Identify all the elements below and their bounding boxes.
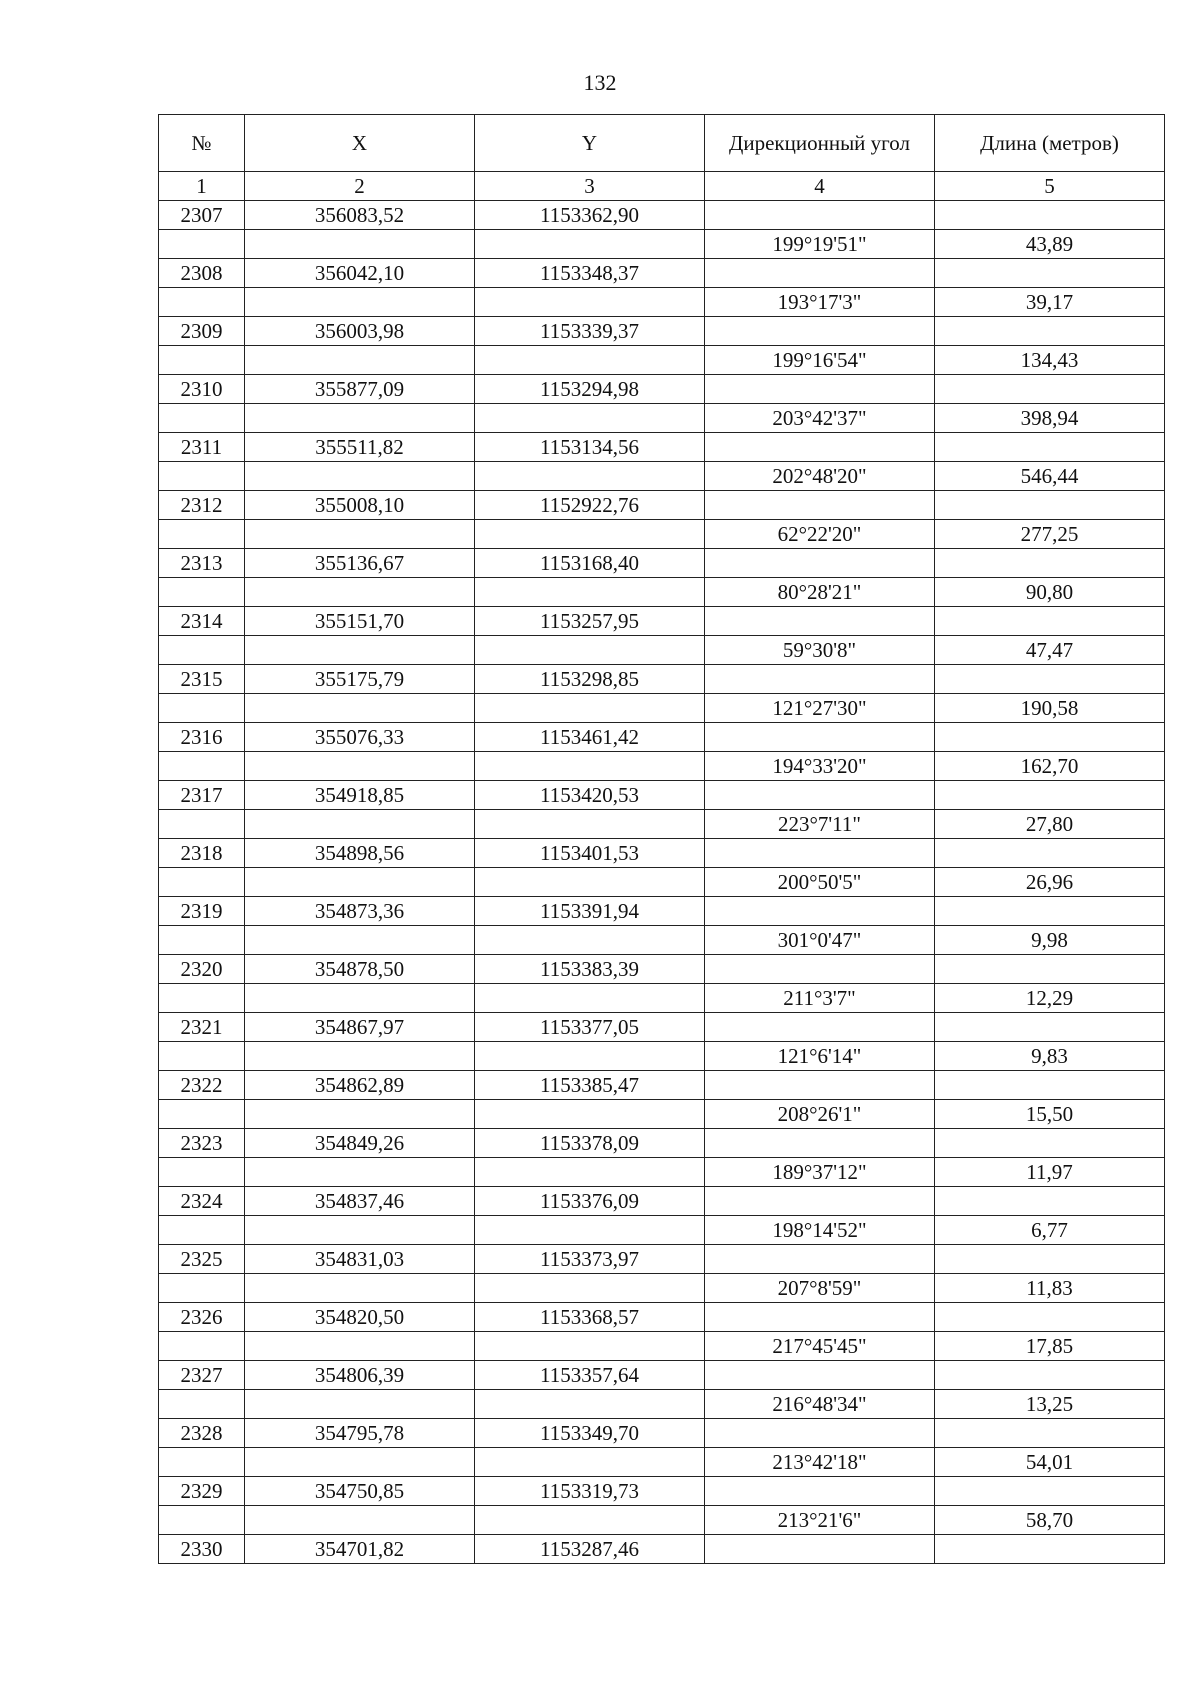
point-number-cell xyxy=(159,1390,245,1419)
x-coordinate-cell xyxy=(245,1448,475,1477)
bearing-cell: 301°0'47" xyxy=(705,926,935,955)
bearing-cell: 194°33'20" xyxy=(705,752,935,781)
table-body xyxy=(159,201,1165,1564)
column-number: 5 xyxy=(935,172,1165,201)
coordinates-table xyxy=(158,114,1165,1564)
y-coordinate-cell xyxy=(475,288,705,317)
y-coordinate-cell: 1153357,64 xyxy=(475,1361,705,1390)
bearing-cell xyxy=(705,1071,935,1100)
length-cell xyxy=(935,1245,1165,1274)
bearing-cell xyxy=(705,1361,935,1390)
x-coordinate-cell xyxy=(245,1158,475,1187)
length-cell xyxy=(935,259,1165,288)
point-number-cell: 2326 xyxy=(159,1303,245,1332)
bearing-cell: 211°3'7" xyxy=(705,984,935,1013)
table-row xyxy=(159,433,1165,462)
y-coordinate-cell: 1153319,73 xyxy=(475,1477,705,1506)
y-coordinate-cell: 1153362,90 xyxy=(475,201,705,230)
length-cell: 39,17 xyxy=(935,288,1165,317)
table-row xyxy=(159,984,1165,1013)
table-row xyxy=(159,1129,1165,1158)
x-coordinate-cell xyxy=(245,868,475,897)
y-coordinate-cell: 1152922,76 xyxy=(475,491,705,520)
y-coordinate-cell xyxy=(475,752,705,781)
point-number-cell xyxy=(159,520,245,549)
y-coordinate-cell xyxy=(475,1100,705,1129)
point-number-cell xyxy=(159,1100,245,1129)
y-coordinate-cell xyxy=(475,868,705,897)
x-coordinate-cell xyxy=(245,346,475,375)
x-coordinate-cell: 355175,79 xyxy=(245,665,475,694)
point-number-cell: 2323 xyxy=(159,1129,245,1158)
point-number-cell: 2320 xyxy=(159,955,245,984)
point-number-cell: 2319 xyxy=(159,897,245,926)
x-coordinate-cell xyxy=(245,1216,475,1245)
length-cell xyxy=(935,839,1165,868)
point-number-cell xyxy=(159,230,245,259)
x-coordinate-cell: 355008,10 xyxy=(245,491,475,520)
bearing-cell: 121°27'30" xyxy=(705,694,935,723)
length-cell xyxy=(935,1361,1165,1390)
y-coordinate-cell: 1153378,09 xyxy=(475,1129,705,1158)
y-coordinate-cell: 1153391,94 xyxy=(475,897,705,926)
x-coordinate-cell xyxy=(245,520,475,549)
x-coordinate-cell xyxy=(245,694,475,723)
table-row xyxy=(159,259,1165,288)
y-coordinate-cell xyxy=(475,810,705,839)
x-coordinate-cell xyxy=(245,1274,475,1303)
x-coordinate-cell xyxy=(245,636,475,665)
table-row xyxy=(159,926,1165,955)
table-row xyxy=(159,288,1165,317)
y-coordinate-cell: 1153257,95 xyxy=(475,607,705,636)
bearing-cell xyxy=(705,665,935,694)
y-coordinate-cell xyxy=(475,1448,705,1477)
y-coordinate-cell xyxy=(475,1332,705,1361)
x-coordinate-cell: 354849,26 xyxy=(245,1129,475,1158)
column-number: 3 xyxy=(475,172,705,201)
table-row xyxy=(159,723,1165,752)
x-coordinate-cell xyxy=(245,1100,475,1129)
y-coordinate-cell: 1153461,42 xyxy=(475,723,705,752)
header-x: X xyxy=(245,115,475,172)
bearing-cell xyxy=(705,375,935,404)
bearing-cell: 200°50'5" xyxy=(705,868,935,897)
y-coordinate-cell: 1153420,53 xyxy=(475,781,705,810)
bearing-cell: 59°30'8" xyxy=(705,636,935,665)
y-coordinate-cell xyxy=(475,1158,705,1187)
point-number-cell: 2321 xyxy=(159,1013,245,1042)
length-cell: 47,47 xyxy=(935,636,1165,665)
y-coordinate-cell: 1153339,37 xyxy=(475,317,705,346)
bearing-cell: 207°8'59" xyxy=(705,1274,935,1303)
point-number-cell: 2322 xyxy=(159,1071,245,1100)
y-coordinate-cell xyxy=(475,1042,705,1071)
length-cell xyxy=(935,1303,1165,1332)
bearing-cell: 199°19'51" xyxy=(705,230,935,259)
bearing-cell: 199°16'54" xyxy=(705,346,935,375)
table-row xyxy=(159,462,1165,491)
point-number-cell xyxy=(159,404,245,433)
point-number-cell: 2308 xyxy=(159,259,245,288)
length-cell xyxy=(935,955,1165,984)
table-row xyxy=(159,346,1165,375)
bearing-cell: 80°28'21" xyxy=(705,578,935,607)
point-number-cell: 2315 xyxy=(159,665,245,694)
table-row xyxy=(159,868,1165,897)
bearing-cell xyxy=(705,317,935,346)
point-number-cell: 2313 xyxy=(159,549,245,578)
x-coordinate-cell xyxy=(245,462,475,491)
x-coordinate-cell: 355511,82 xyxy=(245,433,475,462)
point-number-cell: 2329 xyxy=(159,1477,245,1506)
header-number: № xyxy=(159,115,245,172)
length-cell: 11,83 xyxy=(935,1274,1165,1303)
length-cell: 15,50 xyxy=(935,1100,1165,1129)
bearing-cell: 198°14'52" xyxy=(705,1216,935,1245)
x-coordinate-cell: 356003,98 xyxy=(245,317,475,346)
x-coordinate-cell: 354701,82 xyxy=(245,1535,475,1564)
length-cell xyxy=(935,1187,1165,1216)
bearing-cell: 203°42'37" xyxy=(705,404,935,433)
length-cell: 277,25 xyxy=(935,520,1165,549)
y-coordinate-cell: 1153134,56 xyxy=(475,433,705,462)
y-coordinate-cell xyxy=(475,1274,705,1303)
table-row xyxy=(159,810,1165,839)
point-number-cell xyxy=(159,578,245,607)
bearing-cell xyxy=(705,1535,935,1564)
bearing-cell xyxy=(705,1013,935,1042)
table-row xyxy=(159,1535,1165,1564)
point-number-cell: 2327 xyxy=(159,1361,245,1390)
length-cell: 11,97 xyxy=(935,1158,1165,1187)
bearing-cell xyxy=(705,1129,935,1158)
point-number-cell: 2325 xyxy=(159,1245,245,1274)
bearing-cell: 193°17'3" xyxy=(705,288,935,317)
y-coordinate-cell xyxy=(475,346,705,375)
length-cell xyxy=(935,491,1165,520)
table-row xyxy=(159,665,1165,694)
bearing-cell: 213°21'6" xyxy=(705,1506,935,1535)
length-cell: 43,89 xyxy=(935,230,1165,259)
length-cell: 9,98 xyxy=(935,926,1165,955)
x-coordinate-cell xyxy=(245,810,475,839)
point-number-cell xyxy=(159,462,245,491)
bearing-cell xyxy=(705,1419,935,1448)
x-coordinate-cell: 354862,89 xyxy=(245,1071,475,1100)
point-number-cell: 2307 xyxy=(159,201,245,230)
bearing-cell xyxy=(705,259,935,288)
header-length: Длина (метров) xyxy=(935,115,1165,172)
table-row xyxy=(159,955,1165,984)
table-row xyxy=(159,781,1165,810)
x-coordinate-cell: 354898,56 xyxy=(245,839,475,868)
length-cell xyxy=(935,1129,1165,1158)
bearing-cell xyxy=(705,201,935,230)
table-row xyxy=(159,375,1165,404)
y-coordinate-cell: 1153385,47 xyxy=(475,1071,705,1100)
length-cell xyxy=(935,607,1165,636)
point-number-cell xyxy=(159,1216,245,1245)
bearing-cell: 189°37'12" xyxy=(705,1158,935,1187)
length-cell xyxy=(935,1071,1165,1100)
point-number-cell: 2330 xyxy=(159,1535,245,1564)
table-row xyxy=(159,491,1165,520)
length-cell: 6,77 xyxy=(935,1216,1165,1245)
bearing-cell: 202°48'20" xyxy=(705,462,935,491)
x-coordinate-cell: 354750,85 xyxy=(245,1477,475,1506)
bearing-cell: 121°6'14" xyxy=(705,1042,935,1071)
length-cell xyxy=(935,1477,1165,1506)
length-cell xyxy=(935,665,1165,694)
table-row xyxy=(159,1506,1165,1535)
point-number-cell xyxy=(159,1448,245,1477)
bearing-cell xyxy=(705,1477,935,1506)
point-number-cell: 2310 xyxy=(159,375,245,404)
column-number: 4 xyxy=(705,172,935,201)
x-coordinate-cell: 355136,67 xyxy=(245,549,475,578)
length-cell: 54,01 xyxy=(935,1448,1165,1477)
bearing-cell: 62°22'20" xyxy=(705,520,935,549)
column-number: 1 xyxy=(159,172,245,201)
bearing-cell xyxy=(705,781,935,810)
length-cell: 546,44 xyxy=(935,462,1165,491)
x-coordinate-cell: 356083,52 xyxy=(245,201,475,230)
table-row xyxy=(159,578,1165,607)
bearing-cell xyxy=(705,1245,935,1274)
length-cell: 12,29 xyxy=(935,984,1165,1013)
table-row xyxy=(159,1100,1165,1129)
x-coordinate-cell xyxy=(245,984,475,1013)
x-coordinate-cell: 354806,39 xyxy=(245,1361,475,1390)
column-number: 2 xyxy=(245,172,475,201)
length-cell xyxy=(935,201,1165,230)
bearing-cell xyxy=(705,1303,935,1332)
table-row xyxy=(159,549,1165,578)
table-row xyxy=(159,1274,1165,1303)
length-cell: 17,85 xyxy=(935,1332,1165,1361)
table-row xyxy=(159,1042,1165,1071)
point-number-cell xyxy=(159,1506,245,1535)
x-coordinate-cell: 355151,70 xyxy=(245,607,475,636)
table-row xyxy=(159,317,1165,346)
x-coordinate-cell: 355076,33 xyxy=(245,723,475,752)
y-coordinate-cell: 1153348,37 xyxy=(475,259,705,288)
x-coordinate-cell: 354873,36 xyxy=(245,897,475,926)
x-coordinate-cell xyxy=(245,752,475,781)
y-coordinate-cell: 1153376,09 xyxy=(475,1187,705,1216)
x-coordinate-cell xyxy=(245,230,475,259)
x-coordinate-cell xyxy=(245,578,475,607)
table-row xyxy=(159,1245,1165,1274)
table-row xyxy=(159,1332,1165,1361)
length-cell xyxy=(935,1419,1165,1448)
point-number-cell: 2312 xyxy=(159,491,245,520)
bearing-cell xyxy=(705,491,935,520)
x-coordinate-cell xyxy=(245,1390,475,1419)
point-number-cell: 2314 xyxy=(159,607,245,636)
x-coordinate-cell xyxy=(245,1506,475,1535)
y-coordinate-cell xyxy=(475,984,705,1013)
point-number-cell xyxy=(159,1042,245,1071)
table-row xyxy=(159,1158,1165,1187)
point-number-cell xyxy=(159,1332,245,1361)
column-number-row xyxy=(159,172,1165,201)
length-cell xyxy=(935,897,1165,926)
x-coordinate-cell: 354918,85 xyxy=(245,781,475,810)
table-header-row xyxy=(159,115,1165,172)
x-coordinate-cell: 355877,09 xyxy=(245,375,475,404)
length-cell: 190,58 xyxy=(935,694,1165,723)
table-row xyxy=(159,1216,1165,1245)
y-coordinate-cell: 1153373,97 xyxy=(475,1245,705,1274)
bearing-cell xyxy=(705,607,935,636)
table-row xyxy=(159,1361,1165,1390)
bearing-cell xyxy=(705,1187,935,1216)
point-number-cell xyxy=(159,984,245,1013)
y-coordinate-cell: 1153383,39 xyxy=(475,955,705,984)
y-coordinate-cell: 1153368,57 xyxy=(475,1303,705,1332)
table-row xyxy=(159,1419,1165,1448)
y-coordinate-cell xyxy=(475,694,705,723)
length-cell: 162,70 xyxy=(935,752,1165,781)
length-cell xyxy=(935,1013,1165,1042)
length-cell xyxy=(935,433,1165,462)
y-coordinate-cell xyxy=(475,230,705,259)
table-row xyxy=(159,607,1165,636)
y-coordinate-cell: 1153401,53 xyxy=(475,839,705,868)
table-row xyxy=(159,897,1165,926)
y-coordinate-cell xyxy=(475,578,705,607)
point-number-cell xyxy=(159,636,245,665)
bearing-cell xyxy=(705,955,935,984)
table-row xyxy=(159,839,1165,868)
point-number-cell: 2309 xyxy=(159,317,245,346)
bearing-cell: 223°7'11" xyxy=(705,810,935,839)
y-coordinate-cell xyxy=(475,520,705,549)
bearing-cell xyxy=(705,897,935,926)
table-row xyxy=(159,1477,1165,1506)
point-number-cell xyxy=(159,346,245,375)
header-bearing: Дирекционный угол xyxy=(705,115,935,172)
table-row xyxy=(159,520,1165,549)
point-number-cell: 2317 xyxy=(159,781,245,810)
y-coordinate-cell xyxy=(475,926,705,955)
table-row xyxy=(159,694,1165,723)
y-coordinate-cell: 1153168,40 xyxy=(475,549,705,578)
y-coordinate-cell xyxy=(475,462,705,491)
y-coordinate-cell: 1153377,05 xyxy=(475,1013,705,1042)
point-number-cell: 2324 xyxy=(159,1187,245,1216)
length-cell: 90,80 xyxy=(935,578,1165,607)
length-cell xyxy=(935,317,1165,346)
point-number-cell xyxy=(159,1274,245,1303)
length-cell: 27,80 xyxy=(935,810,1165,839)
bearing-cell: 217°45'45" xyxy=(705,1332,935,1361)
y-coordinate-cell: 1153349,70 xyxy=(475,1419,705,1448)
bearing-cell: 213°42'18" xyxy=(705,1448,935,1477)
bearing-cell xyxy=(705,549,935,578)
length-cell: 13,25 xyxy=(935,1390,1165,1419)
length-cell: 134,43 xyxy=(935,346,1165,375)
bearing-cell: 216°48'34" xyxy=(705,1390,935,1419)
point-number-cell: 2311 xyxy=(159,433,245,462)
x-coordinate-cell: 354878,50 xyxy=(245,955,475,984)
header-y: Y xyxy=(475,115,705,172)
length-cell: 58,70 xyxy=(935,1506,1165,1535)
length-cell xyxy=(935,375,1165,404)
y-coordinate-cell: 1153287,46 xyxy=(475,1535,705,1564)
x-coordinate-cell: 354820,50 xyxy=(245,1303,475,1332)
x-coordinate-cell: 354837,46 xyxy=(245,1187,475,1216)
point-number-cell xyxy=(159,752,245,781)
y-coordinate-cell xyxy=(475,636,705,665)
point-number-cell xyxy=(159,1158,245,1187)
length-cell xyxy=(935,723,1165,752)
table-row xyxy=(159,1071,1165,1100)
table-row xyxy=(159,201,1165,230)
table-row xyxy=(159,1390,1165,1419)
bearing-cell xyxy=(705,723,935,752)
point-number-cell: 2318 xyxy=(159,839,245,868)
point-number-cell xyxy=(159,288,245,317)
x-coordinate-cell xyxy=(245,404,475,433)
table-row xyxy=(159,1187,1165,1216)
x-coordinate-cell xyxy=(245,288,475,317)
y-coordinate-cell: 1153294,98 xyxy=(475,375,705,404)
point-number-cell: 2316 xyxy=(159,723,245,752)
page-number: 132 xyxy=(583,70,617,95)
point-number-cell xyxy=(159,868,245,897)
point-number-cell: 2328 xyxy=(159,1419,245,1448)
x-coordinate-cell: 356042,10 xyxy=(245,259,475,288)
table-row xyxy=(159,230,1165,259)
length-cell xyxy=(935,781,1165,810)
bearing-cell: 208°26'1" xyxy=(705,1100,935,1129)
bearing-cell xyxy=(705,433,935,462)
table-row xyxy=(159,1448,1165,1477)
bearing-cell xyxy=(705,839,935,868)
table-row xyxy=(159,1013,1165,1042)
x-coordinate-cell: 354867,97 xyxy=(245,1013,475,1042)
length-cell: 9,83 xyxy=(935,1042,1165,1071)
point-number-cell xyxy=(159,926,245,955)
length-cell: 398,94 xyxy=(935,404,1165,433)
x-coordinate-cell: 354795,78 xyxy=(245,1419,475,1448)
point-number-cell xyxy=(159,694,245,723)
y-coordinate-cell xyxy=(475,1506,705,1535)
x-coordinate-cell xyxy=(245,1042,475,1071)
y-coordinate-cell xyxy=(475,1390,705,1419)
table-row xyxy=(159,404,1165,433)
length-cell xyxy=(935,549,1165,578)
length-cell xyxy=(935,1535,1165,1564)
point-number-cell xyxy=(159,810,245,839)
x-coordinate-cell xyxy=(245,1332,475,1361)
length-cell: 26,96 xyxy=(935,868,1165,897)
x-coordinate-cell: 354831,03 xyxy=(245,1245,475,1274)
table-row xyxy=(159,752,1165,781)
y-coordinate-cell xyxy=(475,404,705,433)
table-row xyxy=(159,636,1165,665)
table-row xyxy=(159,1303,1165,1332)
y-coordinate-cell: 1153298,85 xyxy=(475,665,705,694)
x-coordinate-cell xyxy=(245,926,475,955)
y-coordinate-cell xyxy=(475,1216,705,1245)
